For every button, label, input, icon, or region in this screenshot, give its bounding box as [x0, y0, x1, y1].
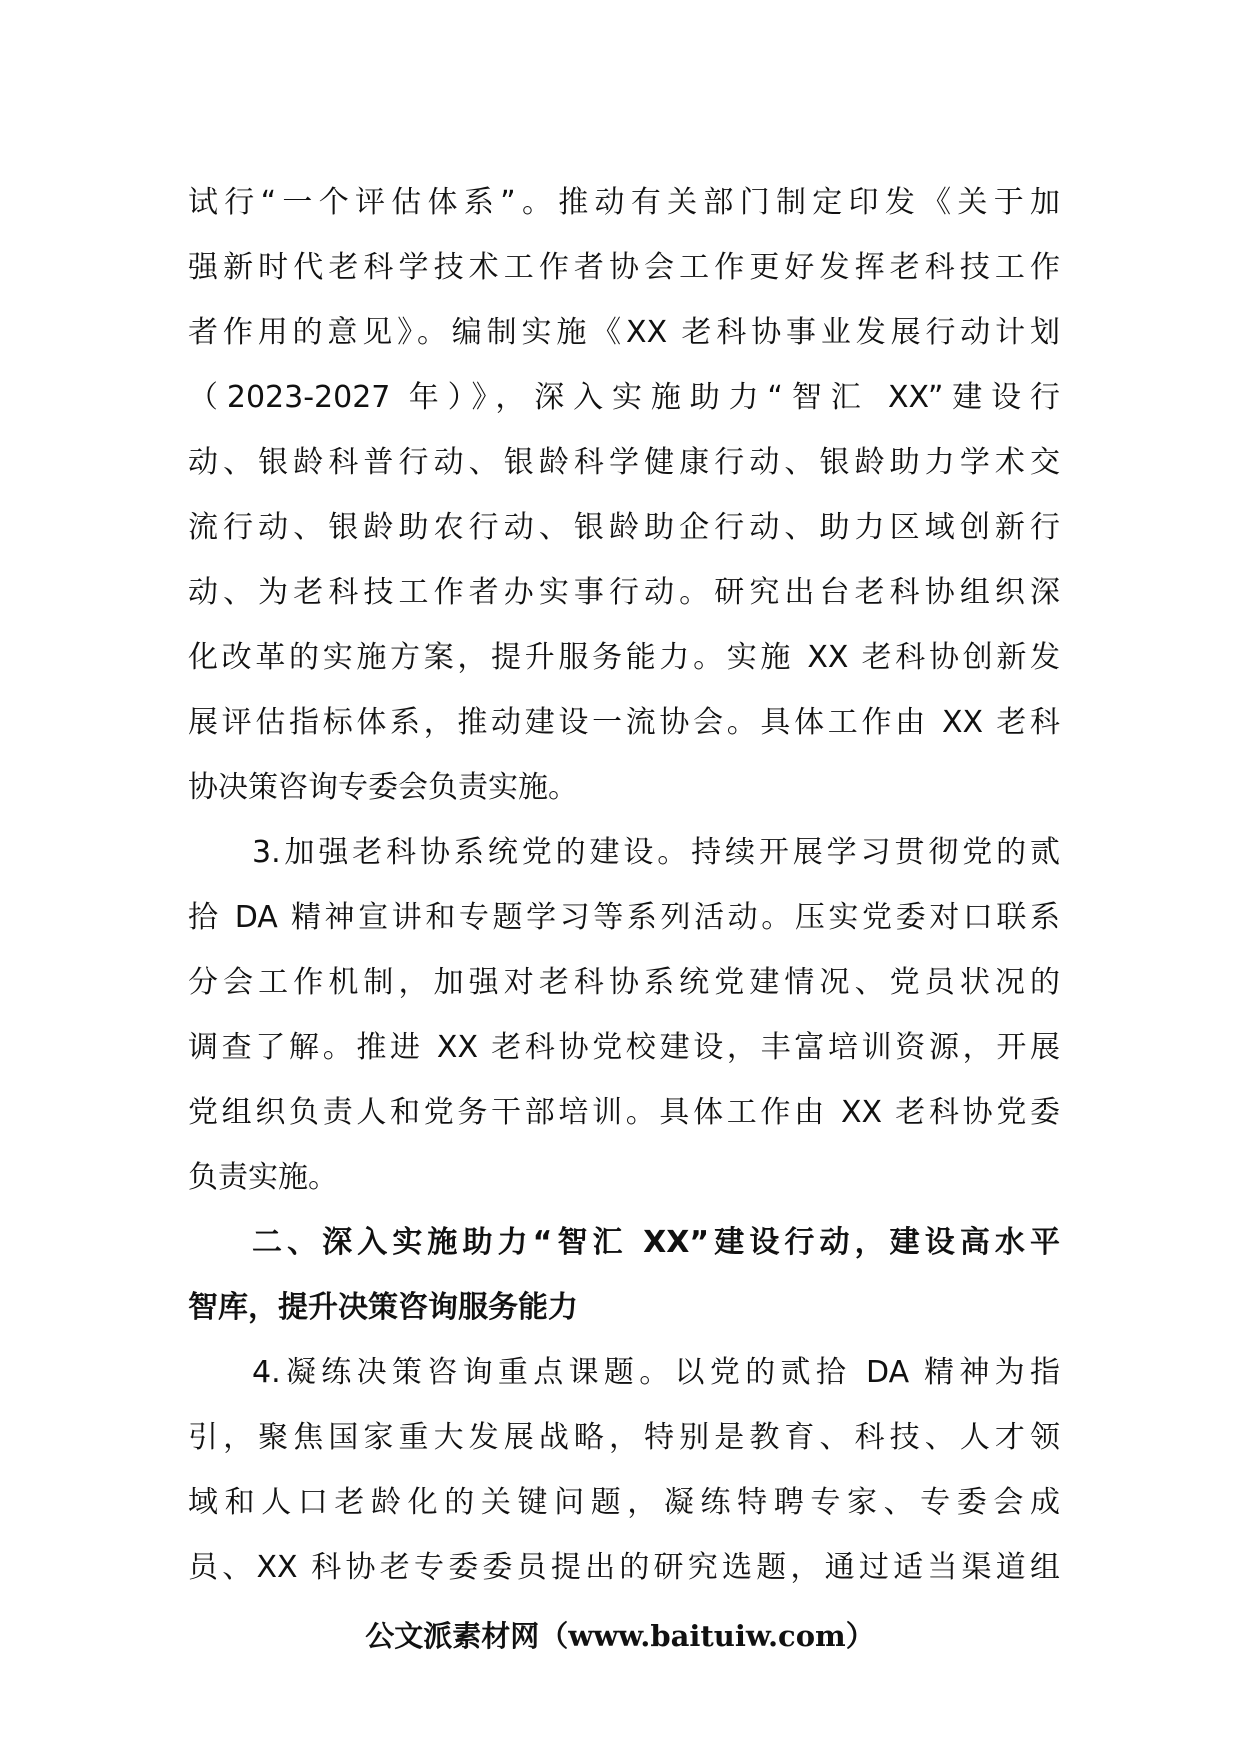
section-heading: 二、深入实施助力“智汇 XX”建设行动，建设高水平 — [252, 1225, 1060, 1260]
text-line: 动、银龄科普行动、银龄科学健康行动、银龄助力学术交 — [188, 445, 1060, 480]
text-line: 域和人口老龄化的关键问题，凝练特聘专家、专委会成 — [188, 1485, 1060, 1520]
text-line: 引，聚焦国家重大发展战略，特别是教育、科技、人才领 — [188, 1420, 1060, 1455]
paragraph-first-line: 3.加强老科协系统党的建设。持续开展学习贯彻党的贰 — [252, 835, 1060, 870]
text-line: 党组织负责人和党务干部培训。具体工作由 XX 老科协党委 — [188, 1095, 1060, 1130]
text-line: 协决策咨询专委会负责实施。 — [188, 770, 578, 805]
text-line: （2023-2027 年）》，深入实施助力“智汇 XX”建设行 — [188, 380, 1060, 415]
text-line: 动、为老科技工作者办实事行动。研究出台老科协组织深 — [188, 575, 1060, 610]
text-line: 展评估指标体系，推动建设一流协会。具体工作由 XX 老科 — [188, 705, 1060, 740]
text-line: 拾 DA 精神宣讲和专题学习等系列活动。压实党委对口联系 — [188, 900, 1060, 935]
text-line: 流行动、银龄助农行动、银龄助企行动、助力区域创新行 — [188, 510, 1060, 545]
text-line: 员、XX 科协老专委委员提出的研究选题，通过适当渠道组 — [188, 1550, 1060, 1585]
document-body — [188, 170, 1060, 1600]
paragraph-first-line: 4.凝练决策咨询重点课题。以党的贰拾 DA 精神为指 — [252, 1355, 1060, 1390]
text-line: 化改革的实施方案，提升服务能力。实施 XX 老科协创新发 — [188, 640, 1060, 675]
footer-watermark: 公文派素材网（www.baituiw.com） — [365, 1619, 875, 1653]
text-line: 强新时代老科学技术工作者协会工作更好发挥老科技工作 — [188, 250, 1060, 285]
text-line: 试行“一个评估体系”。推动有关部门制定印发《关于加 — [188, 185, 1060, 220]
text-line: 调查了解。推进 XX 老科协党校建设，丰富培训资源，开展 — [188, 1030, 1060, 1065]
text-line: 负责实施。 — [188, 1160, 338, 1195]
text-line: 者作用的意见》。编制实施《XX 老科协事业发展行动计划 — [188, 315, 1060, 350]
section-heading-continued: 智库，提升决策咨询服务能力 — [188, 1290, 578, 1325]
text-line: 分会工作机制，加强对老科协系统党建情况、党员状况的 — [188, 965, 1060, 1000]
